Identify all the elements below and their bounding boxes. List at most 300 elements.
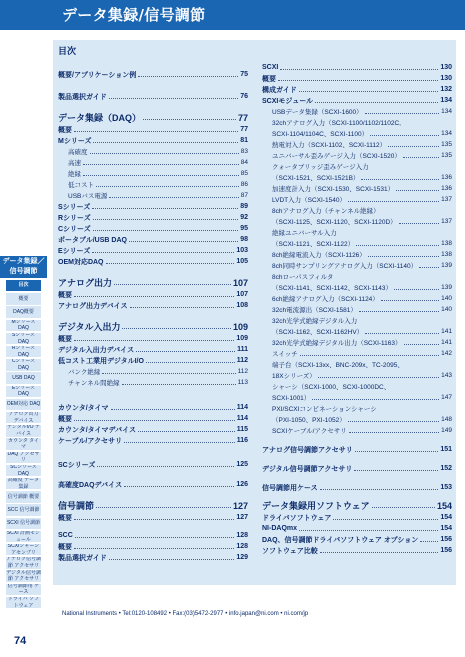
sidebar-tab[interactable]: SCXI 信号調節 (6, 518, 41, 530)
toc-entry-title: カウンタ/タイマデバイス (58, 426, 137, 434)
toc-entry[interactable] (58, 245, 248, 256)
toc-entry[interactable] (262, 512, 452, 523)
dot-leader (109, 98, 238, 99)
toc-entry[interactable] (58, 256, 248, 267)
toc-entry[interactable] (262, 463, 452, 474)
toc-entry-title: 概要 (58, 415, 72, 423)
toc-entry[interactable] (58, 459, 248, 470)
dot-leader (102, 373, 235, 374)
toc-entry[interactable] (262, 381, 452, 392)
dot-leader (129, 241, 238, 242)
dot-leader (122, 384, 236, 385)
toc-entry[interactable] (262, 425, 452, 436)
toc-entry[interactable] (58, 552, 248, 563)
toc-entry-title: 8chローパスフィルタ (272, 274, 334, 281)
toc-entry-title: ソフトウェア比較 (262, 547, 318, 555)
dot-leader (146, 362, 235, 363)
toc-entry-page: 125 (236, 461, 248, 468)
dot-leader (420, 541, 438, 542)
toc-entry-page: 95 (240, 225, 248, 232)
toc-entry-title: 概要 (58, 514, 72, 522)
toc-entry-page: 92 (240, 214, 248, 221)
toc-entry-page: 135 (441, 141, 452, 148)
toc-entry-title: （SCXI-1125、SCXI-1120、SCXI-1120D） (272, 219, 397, 226)
toc-entry-page: 140 (441, 295, 452, 302)
dot-leader (399, 223, 440, 224)
toc-entry-page: 112 (237, 368, 248, 375)
footer-contact: National Instruments • Tel:0120-108492 • Fax:(03)5472-2977 • info.japan@ni.com • ni.com/jp (62, 611, 309, 617)
dot-leader (320, 489, 439, 490)
toc-entry[interactable] (58, 435, 248, 446)
sidebar-tab[interactable]: OEM対応 DAQ (6, 399, 41, 411)
toc-entry-page: 114 (236, 404, 248, 411)
toc-entry[interactable] (58, 69, 248, 80)
dot-leader (109, 197, 238, 198)
toc-entry[interactable] (58, 377, 248, 388)
toc-entry-page: 152 (440, 465, 452, 472)
toc-entry-title: SCシリーズ (58, 461, 96, 469)
toc-entry[interactable] (262, 545, 452, 556)
dot-leader (372, 507, 435, 508)
toc-entry[interactable] (262, 534, 452, 545)
toc-entry-title: デジタル入出力 (58, 322, 121, 332)
toc-entry-title: （PXI-1050、PXI-1052） (272, 417, 346, 424)
toc-entry[interactable] (58, 402, 248, 413)
dot-leader (333, 519, 438, 520)
toc-entry-title: 低コスト (68, 182, 94, 189)
toc-entry-title: 概要 (58, 543, 72, 551)
toc-entry-title: 加速度計入力（SCXI-1530、SCXI-1531） (272, 186, 395, 193)
toc-entry-title: カウンタ/タイマ (58, 404, 109, 412)
sidebar-tab[interactable]: SCXI 計測モジュール (6, 530, 41, 543)
toc-entry-page: 113 (237, 379, 248, 386)
dot-leader (136, 351, 235, 352)
dot-leader (83, 175, 239, 176)
toc-entry-page: 77 (240, 126, 248, 133)
toc-entry-title: USBデータ集録（SCXI-1600） (272, 109, 363, 116)
sidebar-tab[interactable]: DAQ アクセサリ (7, 451, 40, 464)
dot-leader (280, 69, 438, 70)
toc-entry-page: 98 (240, 236, 248, 243)
toc-entry[interactable] (262, 392, 452, 403)
toc-entry[interactable] (58, 135, 248, 146)
dot-leader (74, 131, 238, 132)
toc-entry-title: 32ch電流源出（SCXI-1581） (272, 307, 357, 314)
toc-entry[interactable] (262, 304, 452, 315)
toc-entry-title: アナログ出力デバイス (58, 302, 128, 310)
toc-entry[interactable] (58, 276, 248, 289)
toc-entry-title: ポータブル/USB DAQ (58, 236, 127, 244)
toc-entry[interactable] (262, 359, 452, 370)
dot-leader (312, 399, 439, 400)
toc-entry-page: 128 (236, 543, 248, 550)
sidebar-tab[interactable]: SCシリーズ DAQ (6, 465, 41, 477)
toc-entry[interactable] (262, 95, 452, 106)
toc-entry-title: SCXIケーブル/アクセサリ (272, 428, 347, 435)
sidebar-tab[interactable]: Rシリーズ DAQ (6, 346, 41, 358)
dot-leader (109, 559, 235, 560)
toc-entry-title: 32ch光学式絶縁デジタル出力（SCXI-1163） (272, 340, 402, 347)
toc-entry-title: 8ch同時サンプリングアナログ入力（SCXI-1140） (272, 263, 418, 270)
toc-entry-page: 139 (441, 262, 452, 269)
toc-entry-title: LVDT入力（SCXI-1540） (272, 197, 346, 204)
toc-entry-page: 139 (441, 284, 452, 291)
dot-leader (92, 252, 234, 253)
dot-leader (74, 420, 235, 421)
toc-entry[interactable] (262, 139, 452, 150)
toc-entry-title: ケーブル/アクセサリ (58, 437, 123, 445)
toc-entry[interactable] (262, 150, 452, 161)
toc-entry-title: 概要 (58, 126, 72, 134)
toc-entry-title: 絶縁 (68, 171, 81, 178)
toc-entry[interactable] (58, 289, 248, 300)
toc-entry[interactable] (262, 260, 452, 271)
dot-leader (97, 466, 234, 467)
sidebar-tab[interactable]: Eシリーズ DAQ (6, 386, 41, 398)
sidebar-tab[interactable]: ドライバ ソフトウェア (7, 596, 40, 609)
toc-entry-page: 149 (441, 427, 452, 434)
toc-entry-page: 141 (441, 339, 452, 346)
toc-entry-title: 高速 (68, 160, 81, 167)
toc-entry-page: 83 (240, 148, 248, 155)
toc-entry-title: データ集録用ソフトウェア (262, 501, 370, 511)
toc-entry-title: PXI/SCXIコンビネーションシャーシ (272, 406, 377, 413)
sidebar-tab[interactable]: Sシリーズ DAQ (6, 333, 41, 345)
toc-entry-page: 105 (236, 258, 248, 265)
toc-entry-page: 84 (240, 159, 248, 166)
dot-leader (354, 470, 438, 471)
toc-entry[interactable] (262, 348, 452, 359)
page-title: データ集録/信号調節 (62, 6, 206, 24)
sidebar-tab[interactable]: SCC 信号調節 (6, 504, 41, 516)
dot-leader (359, 311, 439, 312)
dot-leader (90, 153, 239, 154)
toc-entry[interactable] (58, 320, 248, 333)
toc-entry[interactable] (58, 201, 248, 212)
toc-entry[interactable] (58, 499, 248, 512)
toc-entry-page: 115 (236, 426, 248, 433)
toc-entry-title: （SCXI-1121、SCXI-1122） (272, 241, 355, 248)
dot-leader (315, 102, 438, 103)
toc-entry-page: 138 (441, 251, 452, 258)
toc-entry[interactable] (262, 62, 452, 73)
toc-entry-title: ドライバソフトウェア (262, 514, 332, 522)
toc-entry-page: 109 (232, 321, 248, 332)
dot-leader (299, 530, 438, 531)
toc-entry-title: シャーシ（SCXI-1000、SCXI-1000DC、 (272, 384, 391, 391)
toc-entry-page: 126 (236, 481, 248, 488)
toc-entry-title: 概要 (58, 291, 72, 299)
toc-entry[interactable] (262, 73, 452, 84)
toc-entry-title: Rシリーズ (58, 214, 91, 222)
toc-entry[interactable] (262, 161, 452, 172)
toc-entry-page: 86 (240, 181, 248, 188)
toc-entry[interactable] (262, 444, 452, 455)
toc-entry-title: SCXIモジュール (262, 97, 314, 105)
dot-leader (96, 186, 239, 187)
toc-entry-page: 114 (236, 415, 248, 422)
dot-leader (74, 548, 234, 549)
toc-entry-page: 134 (441, 130, 452, 137)
toc-entry[interactable] (262, 249, 452, 260)
toc-entry-page: 129 (236, 554, 248, 561)
sidebar-tab[interactable]: 目次 (6, 280, 41, 292)
page-number: 74 (14, 635, 27, 647)
toc-entry-page: 147 (441, 394, 452, 401)
sidebar-tab[interactable]: 高確度 データ集録 (7, 478, 40, 490)
toc-entry-page: 103 (236, 247, 248, 254)
sidebar-tab[interactable]: デジタルI/O デバイス (7, 425, 40, 437)
toc-entry-title: 8chアナログ入力（チャンネル絶縁） (272, 208, 380, 215)
dot-leader (404, 344, 440, 345)
header-bar (0, 0, 465, 30)
toc-entry[interactable] (262, 216, 452, 227)
toc-entry-page: 127 (236, 514, 248, 521)
toc-entry-title: 信号調節用ケース (262, 484, 318, 492)
dot-leader (93, 142, 238, 143)
toc-entry[interactable] (262, 499, 452, 512)
toc-entry-page: 154 (440, 514, 452, 521)
toc-entry[interactable] (262, 523, 452, 534)
toc-entry[interactable] (58, 530, 248, 541)
dot-leader (361, 179, 439, 180)
toc-entry-page: 77 (237, 112, 248, 123)
toc-entry-title: 構成ガイド (262, 86, 297, 94)
sidebar-tab[interactable]: アナログ信号調節 アクセサリ (6, 557, 41, 569)
dot-leader (138, 76, 238, 77)
toc-entry-title: 製品選択ガイド (58, 93, 107, 101)
dot-leader (348, 421, 439, 422)
toc-entry-page: 138 (441, 240, 452, 247)
toc-entry[interactable] (58, 157, 248, 168)
toc-entry-title: 高確度 (68, 149, 88, 156)
dot-leader (130, 307, 235, 308)
toc-entry[interactable] (58, 91, 248, 102)
toc-entry-title: Mシリーズ (58, 137, 92, 145)
dot-leader (419, 267, 439, 268)
toc-entry-page: 112 (236, 357, 248, 364)
toc-entry-title: SCXI-1001） (272, 395, 311, 402)
toc-entry[interactable] (58, 223, 248, 234)
toc-entry-page: 75 (240, 71, 248, 78)
dot-leader (365, 333, 439, 334)
toc-entry-title: チャンネル間絶縁 (68, 380, 120, 387)
toc-entry[interactable] (58, 333, 248, 344)
toc-entry-title: アナログ出力 (58, 278, 113, 288)
toc-entry[interactable] (58, 168, 248, 179)
toc-entry-page: 141 (441, 328, 452, 335)
toc-entry-title: （SCXI-1521、SCXI-1521B） (272, 175, 360, 182)
toc-entry-page: 76 (240, 93, 248, 100)
dot-leader (403, 157, 439, 158)
dot-leader (93, 219, 238, 220)
dot-leader (122, 328, 231, 329)
dot-leader (388, 146, 439, 147)
toc-entry-page: 134 (441, 108, 452, 115)
toc-entry-title: 概要 (262, 75, 276, 83)
toc-entry[interactable] (58, 234, 248, 245)
toc-entry-title: Eシリーズ (58, 247, 91, 255)
dot-leader (349, 432, 439, 433)
toc-entry[interactable] (262, 403, 452, 414)
dot-leader (348, 201, 439, 202)
toc-entry[interactable] (262, 482, 452, 493)
toc-entry-page: 89 (240, 203, 248, 210)
toc-entry[interactable] (58, 344, 248, 355)
toc-entry-page: 134 (440, 97, 452, 104)
toc-entry-page: 85 (240, 170, 248, 177)
sidebar-tab[interactable]: カウンタ タイマ (7, 438, 40, 451)
toc-entry[interactable] (58, 44, 248, 57)
toc-entry-page: 130 (440, 64, 452, 71)
toc-entry[interactable] (58, 512, 248, 523)
dot-leader (74, 340, 234, 341)
toc-entry-title: 6ch絶縁アナログ入力（SCXI-1124） (272, 296, 379, 303)
sidebar-title: データ集録／信号調節 (0, 256, 47, 278)
dot-leader (394, 289, 439, 290)
toc-entry[interactable] (58, 146, 248, 157)
toc-entry[interactable] (262, 84, 452, 95)
toc-entry-title: （SCXI-1162、SCXI-1162HV） (272, 329, 364, 336)
toc-entry-page: 132 (440, 86, 452, 93)
toc-entry[interactable] (262, 194, 452, 205)
toc-entry[interactable] (58, 541, 248, 552)
toc-entry[interactable] (58, 424, 248, 435)
toc-entry[interactable] (262, 128, 452, 139)
toc-entry-page: 154 (436, 500, 452, 511)
toc-entry-title: 概要 (58, 335, 72, 343)
toc-entry-title: 32ch光学式絶縁デジタル入力 (272, 318, 358, 325)
sidebar-tab[interactable]: Cシリーズ DAQ (6, 359, 41, 371)
toc-entry-title: SCC (58, 532, 73, 539)
sidebar-tab[interactable]: DAQ概要 (6, 306, 41, 318)
toc-entry-page: 156 (440, 547, 452, 554)
sidebar-tab[interactable]: SCXIシャーシ アセンブリ (7, 544, 40, 556)
toc-entry-title: DAQ、信号調節ドライバソフトウェア オプション (262, 536, 419, 544)
toc-entry-title: データ集録（DAQ） (58, 113, 141, 123)
toc-entry[interactable] (262, 414, 452, 425)
dot-leader (75, 537, 235, 538)
dot-leader (368, 256, 439, 257)
toc-entry[interactable] (262, 238, 452, 249)
toc-entry[interactable] (58, 300, 248, 311)
toc-entry[interactable] (58, 179, 248, 190)
toc-entry-page: 81 (240, 137, 248, 144)
toc-entry[interactable] (58, 111, 248, 124)
toc-entry-page: 87 (240, 192, 248, 199)
toc-entry[interactable] (58, 355, 248, 366)
sidebar-tab[interactable]: デジタル信号調節 アクセサリ (6, 570, 41, 583)
toc-entry[interactable] (262, 172, 452, 183)
toc-entry-title: 32chアナログ入力（SCXI-1100/1102/1102C, (272, 120, 401, 127)
dot-leader (114, 284, 231, 285)
toc-entry-page: 109 (236, 335, 248, 342)
toc-entry-page: 142 (441, 350, 452, 357)
toc-entry-title: クォータブリッジ歪みゲージ入力 (272, 164, 369, 171)
toc-entry[interactable] (58, 124, 248, 135)
toc-entry-page: 153 (440, 484, 452, 491)
toc-entry[interactable] (262, 326, 452, 337)
toc-entry-title: 信号調節 (58, 501, 95, 511)
toc-entry[interactable] (262, 282, 452, 293)
toc-entry[interactable] (58, 479, 248, 490)
toc-entry[interactable] (262, 227, 452, 238)
sidebar-tab[interactable]: アナログ出力 デバイス (6, 412, 41, 424)
toc-entry-title: 熱電対入力（SCXI-1102、SCXI-1112） (272, 142, 387, 149)
toc-entry-title: ユニバーサル歪みゲージ入力（SCXI-1520） (272, 153, 401, 160)
dot-leader (355, 451, 439, 452)
dot-leader (356, 245, 439, 246)
toc-entry-title: スイッチ (272, 351, 298, 358)
dot-leader (300, 355, 439, 356)
dot-leader (318, 377, 439, 378)
toc-entry-page: 127 (232, 500, 248, 511)
toc-entry-title: 概要/アプリケーション例 (58, 71, 137, 79)
dot-leader (111, 409, 235, 410)
toc-entry[interactable] (262, 271, 452, 282)
dot-leader (124, 442, 235, 443)
toc-entry[interactable] (262, 205, 452, 216)
toc-entry-page: 151 (440, 446, 452, 453)
dot-leader (278, 80, 438, 81)
toc-entry[interactable] (262, 337, 452, 348)
toc-entry-title: 端子台（SCXI-13xx、BNC-209x、TC-2095、 (272, 362, 404, 369)
toc-entry[interactable] (262, 370, 452, 381)
sidebar-tab[interactable]: 信号調節 概要 (6, 491, 41, 503)
toc-entry-title: Sシリーズ (58, 203, 91, 211)
toc-entry[interactable] (58, 366, 248, 377)
dot-leader (370, 135, 439, 136)
toc-entry[interactable] (262, 106, 452, 117)
toc-entry-title: SCXI (262, 64, 279, 71)
toc-entry-title: 絶縁ユニバーサル入力 (272, 230, 337, 237)
toc-entry-title: 8ch絶縁電流入力（SCXI-1126） (272, 252, 366, 259)
sidebar-tab[interactable]: 概要 (6, 293, 41, 305)
toc-entry[interactable] (262, 183, 452, 194)
toc-entry-title: 高確度DAQデバイス (58, 481, 123, 489)
toc-entry[interactable] (58, 190, 248, 201)
toc-entry[interactable] (58, 413, 248, 424)
sidebar-tab[interactable]: USB DAQ (6, 372, 41, 384)
dot-leader (138, 431, 235, 432)
dot-leader (320, 552, 439, 553)
toc-entry[interactable] (262, 315, 452, 326)
toc-entry-title: （SCXI-1141、SCXI-1142、SCXI-1143） (272, 285, 392, 292)
dot-leader (381, 300, 439, 301)
toc-entry-page: 154 (440, 525, 452, 532)
toc-entry-title: 製品選択ガイド (58, 554, 107, 562)
toc-entry-title: デジタル信号調節アクセサリ (262, 465, 353, 473)
toc-entry-page: 137 (441, 218, 452, 225)
sidebar-tab[interactable]: 信号調節用 ケース (7, 583, 40, 596)
toc-entry[interactable] (262, 117, 452, 128)
toc-entry-title: SCXI-1104/1104C、SCXI-1100） (272, 131, 369, 138)
toc-entry-title: Cシリーズ (58, 225, 91, 233)
dot-leader (96, 507, 231, 508)
toc-entry[interactable] (262, 293, 452, 304)
dot-leader (299, 91, 439, 92)
toc-entry-title: アナログ信号調節アクセサリ (262, 446, 353, 454)
toc-entry-title: 目次 (58, 46, 77, 56)
toc-entry-page: 108 (236, 302, 248, 309)
dot-leader (365, 113, 439, 114)
toc-entry[interactable] (58, 212, 248, 223)
toc-entry-page: 140 (441, 306, 452, 313)
toc-entry-title: バンク絶縁 (68, 369, 101, 376)
toc-entry-page: 107 (236, 291, 248, 298)
sidebar-tab[interactable]: Mシリーズ DAQ (6, 320, 41, 332)
toc-entry-page: 135 (441, 152, 452, 159)
